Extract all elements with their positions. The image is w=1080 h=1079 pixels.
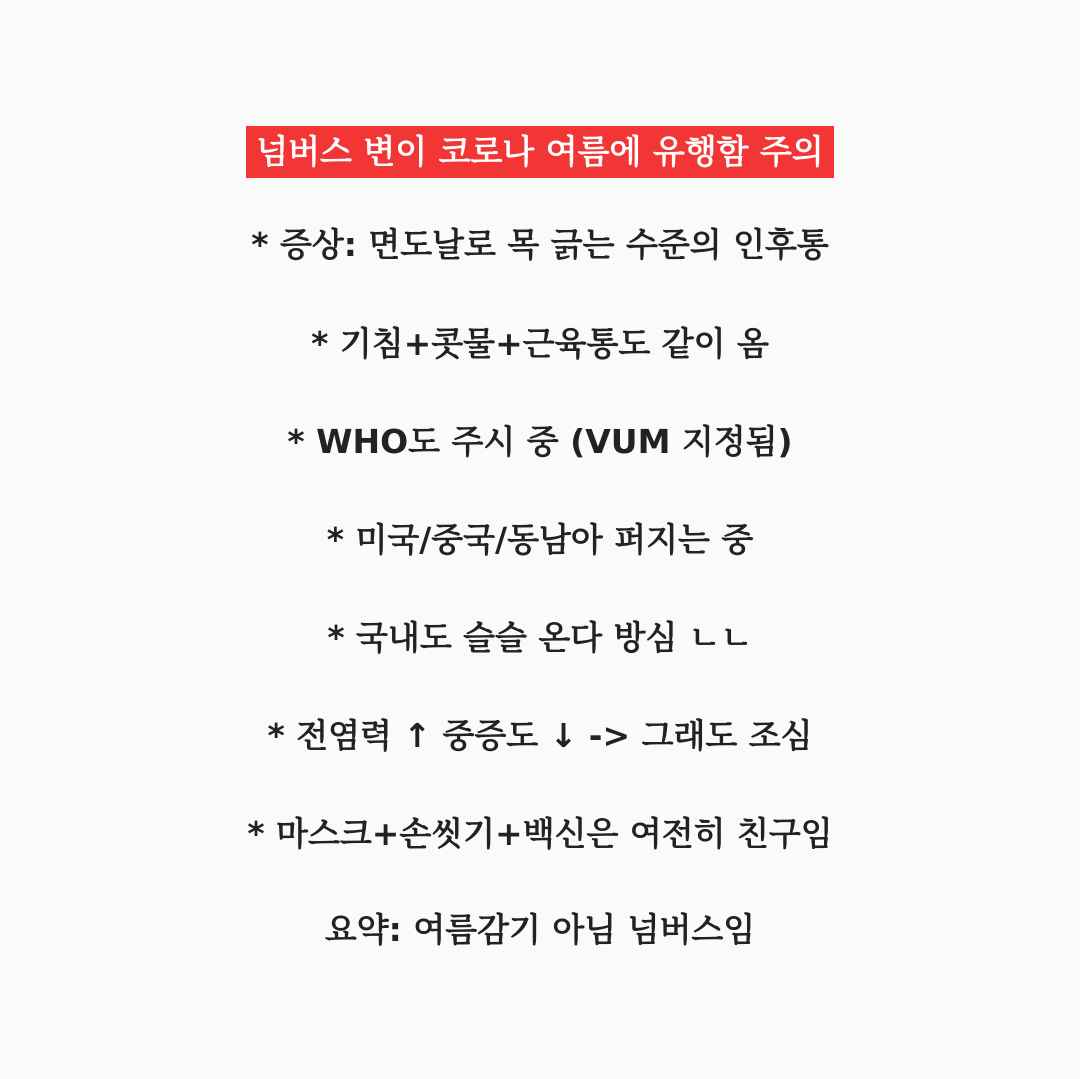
title-container bbox=[0, 126, 1080, 178]
list-item-domestic: * 국내도 슬슬 온다 방심 ㄴㄴ bbox=[327, 618, 753, 657]
list-item-prevention: * 마스크+손씻기+백신은 여전히 친구임 bbox=[247, 814, 833, 853]
list-item-cough: * 기침+콧물+근육통도 같이 옴 bbox=[311, 324, 769, 363]
list-item-who: * WHO도 주시 중 (VUM 지정됨) bbox=[287, 422, 793, 461]
summary-text: 요약: 여름감기 아님 넘버스임 bbox=[324, 910, 756, 949]
list-item-spread: * 미국/중국/동남아 퍼지는 중 bbox=[326, 520, 754, 559]
list-item-symptom: * 증상: 면도날로 목 긁는 수준의 인후통 bbox=[251, 225, 829, 264]
list-item-contagion: * 전염력 ↑ 중증도 ↓ -> 그래도 조심 bbox=[267, 716, 813, 755]
page-title: 넘버스 변이 코로나 여름에 유행함 주의 bbox=[246, 126, 834, 178]
